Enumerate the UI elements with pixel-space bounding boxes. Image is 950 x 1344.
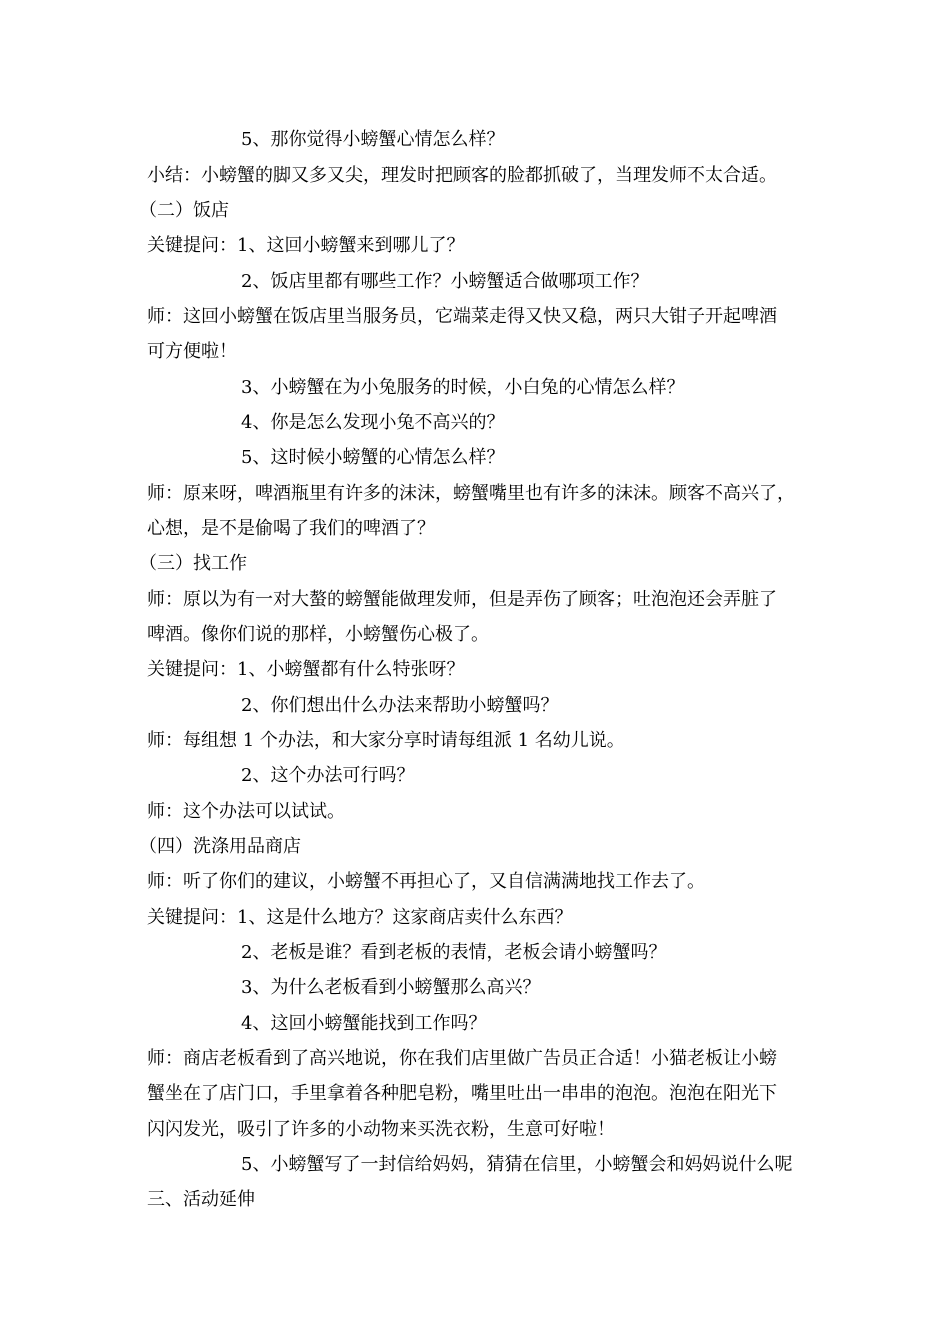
text-line: 啤酒。像你们说的那样，小螃蟹伤心极了。: [147, 624, 489, 645]
text-line: 4、这回小螃蟹能找到工作吗？: [241, 1013, 487, 1034]
text-line: 关键提问：1、小螃蟹都有什么特张呀？: [147, 659, 465, 680]
text-line: 关键提问：1、这是什么地方？这家商店卖什么东西？: [147, 907, 573, 928]
text-line: 5、那你觉得小螃蟹心情怎么样？: [241, 129, 505, 150]
text-line: 心想，是不是偷喝了我们的啤酒了？: [147, 518, 435, 539]
section-heading: （三）找工作: [139, 553, 247, 574]
text-line: 师：每组想 1 个办法，和大家分享时请每组派 1 名幼儿说。: [147, 730, 625, 751]
text-line: 5、小螃蟹写了一封信给妈妈，猜猜在信里，小螃蟹会和妈妈说什么呢: [241, 1154, 793, 1175]
text-line: 师：这回小螃蟹在饭店里当服务员，它端菜走得又快又稳，两只大钳子开起啤酒: [147, 306, 777, 327]
text-line: 师：商店老板看到了高兴地说，你在我们店里做广告员正合适！小猫老板让小螃: [147, 1048, 777, 1069]
text-line: 2、饭店里都有哪些工作？小螃蟹适合做哪项工作？: [241, 271, 649, 292]
text-line: 蟹坐在了店门口，手里拿着各种肥皂粉，嘴里吐出一串串的泡泡。泡泡在阳光下: [147, 1083, 777, 1104]
text-line: 3、为什么老板看到小螃蟹那么高兴？: [241, 977, 541, 998]
text-line: 师：这个办法可以试试。: [147, 801, 345, 822]
text-line: 关键提问：1、这回小螃蟹来到哪儿了？: [147, 235, 465, 256]
section-heading: （四）洗涤用品商店: [139, 836, 301, 857]
text-line: 5、这时候小螃蟹的心情怎么样？: [241, 447, 505, 468]
text-line: 师：原来呀，啤酒瓶里有许多的沫沫，螃蟹嘴里也有许多的沫沫。顾客不高兴了，: [147, 483, 795, 504]
text-line: 2、你们想出什么办法来帮助小螃蟹吗？: [241, 695, 559, 716]
section-heading: （二）饭店: [139, 200, 229, 221]
text-line: 小结：小螃蟹的脚又多又尖，理发时把顾客的脸都抓破了，当理发师不太合适。: [147, 165, 777, 186]
text-line: 4、你是怎么发现小兔不高兴的？: [241, 412, 505, 433]
section-heading: 三、活动延伸: [147, 1189, 255, 1210]
text-line: 师：听了你们的建议，小螃蟹不再担心了，又自信满满地找工作去了。: [147, 871, 705, 892]
text-line: 3、小螃蟹在为小兔服务的时候，小白兔的心情怎么样？: [241, 377, 685, 398]
text-line: 2、老板是谁？看到老板的表情，老板会请小螃蟹吗？: [241, 942, 667, 963]
text-line: 师：原以为有一对大螯的螃蟹能做理发师，但是弄伤了顾客；吐泡泡还会弄脏了: [147, 589, 777, 610]
text-line: 闪闪发光，吸引了许多的小动物来买洗衣粉，生意可好啦！: [147, 1119, 615, 1140]
text-line: 2、这个办法可行吗？: [241, 765, 415, 786]
text-line: 可方便啦！: [147, 341, 237, 362]
